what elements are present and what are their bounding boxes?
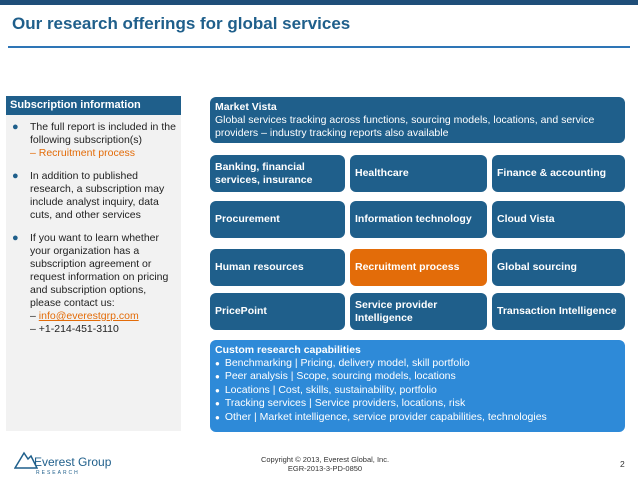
phone-number: +1-214-451-3110	[38, 323, 119, 335]
everest-group-logo	[14, 447, 124, 477]
custom-research-item: ● Other | Market intelligence, service provider capabilities, technologies	[215, 410, 547, 423]
finance-accounting-box[interactable]: Finance & accounting	[492, 155, 625, 192]
bullet-icon: ●	[215, 385, 220, 395]
logo-name: Everest Group	[34, 455, 112, 469]
custom-research-item: ● Benchmarking | Pricing, delivery model, skill portfolio	[215, 356, 470, 369]
information-technology-box[interactable]: Information technology	[350, 201, 487, 238]
custom-research-title: Custom research capabilities	[215, 344, 361, 356]
transaction-intelligence-box[interactable]: Transaction Intelligence	[492, 293, 625, 330]
sidebar-header: Subscription information	[6, 96, 181, 115]
service-provider-intelligence-box[interactable]: Service provider Intelligence	[350, 293, 487, 330]
bullet-icon: ●	[12, 232, 19, 244]
logo-subtitle: RESEARCH	[36, 470, 80, 476]
email-line: – info@everestgrp.com	[30, 310, 139, 322]
bullet-icon: ●	[215, 412, 220, 422]
page-title: Our research offerings for global services	[12, 14, 351, 33]
market-vista-title: Market Vista	[215, 101, 277, 113]
subscription-sidebar	[6, 96, 181, 431]
healthcare-box[interactable]: Healthcare	[350, 155, 487, 192]
procurement-box[interactable]: Procurement	[210, 201, 345, 238]
custom-research-box[interactable]	[210, 340, 625, 432]
bullet-icon: ●	[215, 399, 220, 409]
global-sourcing-box[interactable]: Global sourcing	[492, 249, 625, 286]
bullet-text: If you want to learn whether your organization has a subscription agreement or request information on pricing and subscription options, please contact us:	[30, 232, 169, 309]
sidebar-bullet-1	[10, 121, 177, 160]
copyright-text: Copyright © 2013, Everest Global, Inc.	[260, 455, 390, 464]
bullet-icon: ●	[12, 121, 19, 133]
market-vista-desc: Global services tracking across functions, sourcing models, locations, and service providers – industry tracking reports also available	[215, 114, 595, 139]
title-divider	[8, 46, 630, 48]
copyright-notice	[220, 455, 430, 473]
sidebar-body	[6, 115, 181, 336]
sidebar-bullet-2	[10, 170, 177, 222]
subscription-item: – Recruitment process	[30, 147, 136, 159]
top-accent-bar	[0, 0, 638, 5]
custom-research-item: ● Tracking services | Service providers, locations, risk	[215, 397, 466, 410]
bullet-icon: ●	[12, 170, 19, 182]
bullet-text: In addition to published research, a subscription may include analyst inquiry, data cuts, and other services	[30, 170, 165, 221]
bullet-icon: ●	[215, 358, 220, 368]
cloud-vista-box[interactable]: Cloud Vista	[492, 201, 625, 238]
recruitment-process-box[interactable]: Recruitment process	[350, 249, 487, 286]
document-id: EGR-2013-3-PD-0850	[287, 464, 363, 473]
bullet-text: The full report is included in the following subscription(s)	[30, 121, 176, 146]
market-vista-box[interactable]	[210, 97, 625, 143]
bullet-icon: ●	[215, 372, 220, 382]
pricepoint-box[interactable]: PricePoint	[210, 293, 345, 330]
human-resources-box[interactable]: Human resources	[210, 249, 345, 286]
custom-research-item: ● Peer analysis | Scope, sourcing models, locations	[215, 370, 456, 383]
custom-research-item: ● Locations | Cost, skills, sustainability, portfolio	[215, 383, 437, 396]
phone-line: – +1-214-451-3110	[30, 323, 119, 335]
page-number: 2	[620, 459, 625, 469]
banking-box[interactable]: Banking, financial services, insurance	[210, 155, 345, 192]
sidebar-bullet-3	[10, 232, 177, 336]
email-link[interactable]: info@everestgrp.com	[38, 310, 139, 322]
